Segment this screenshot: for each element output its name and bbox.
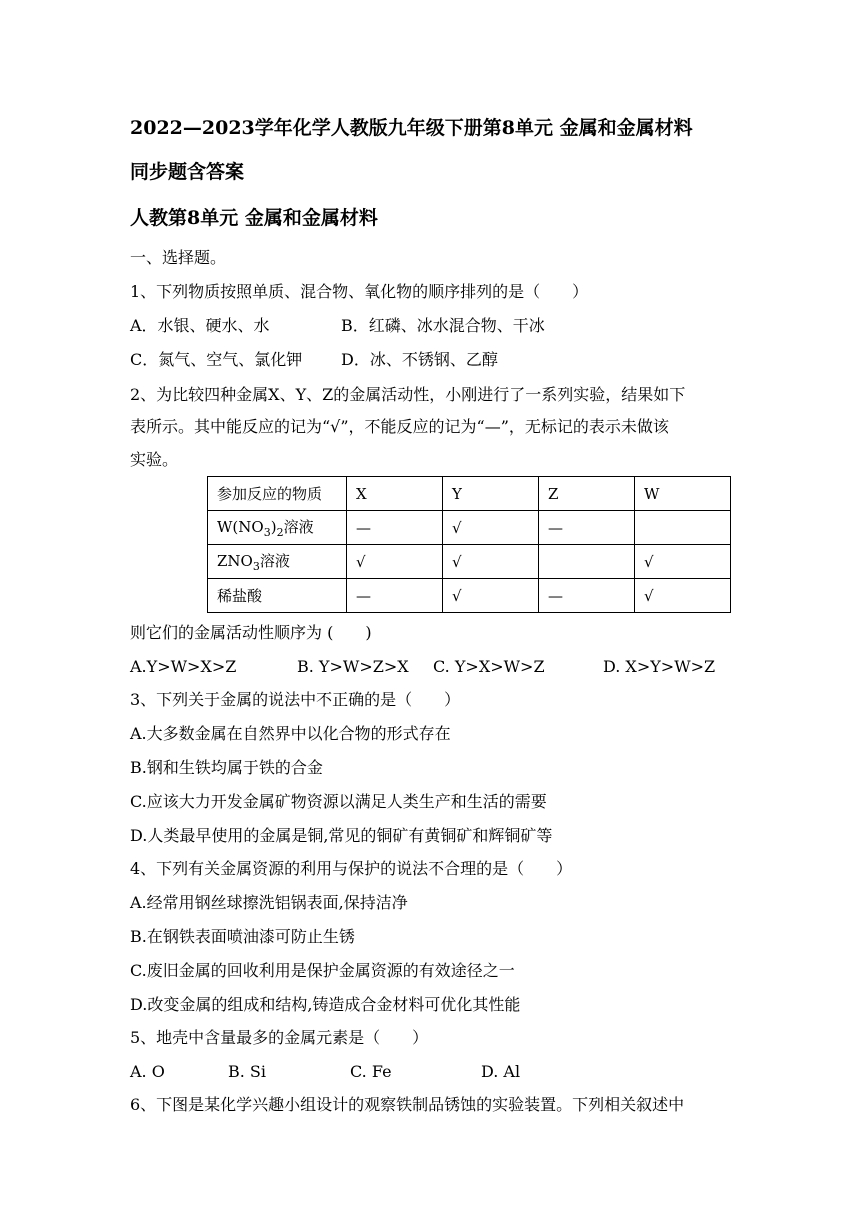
q3-option-c: C.应该大力开发金属矿物资源以满足人类生产和生活的需要	[130, 792, 547, 811]
q2-option-c: C. Y>X>W>Z	[433, 657, 545, 676]
q3-stem: 3、下列关于金属的说法中不正确的是（ ）	[130, 690, 461, 709]
table-cell: √	[635, 579, 731, 613]
table-cell: √	[443, 545, 539, 579]
table-header-cell: Y	[443, 477, 539, 511]
q5-option-c: C. Fe	[350, 1062, 392, 1081]
q4-option-d: D.改变金属的组成和结构,铸造成合金材料可优化其性能	[130, 995, 521, 1014]
table-cell: √	[443, 579, 539, 613]
table-row-label: $ZNO_3$溶液	[208, 545, 347, 579]
table-row-label: 稀盐酸	[208, 579, 347, 613]
q1-option-d: D．冰、不锈钢、乙醇	[341, 350, 498, 369]
q4-option-c: C.废旧金属的回收利用是保护金属资源的有效途径之一	[130, 961, 515, 980]
q3-option-b: B.钢和生铁均属于铁的合金	[130, 758, 323, 777]
q2-stem-line-2: 表所示。其中能反应的记为“√”，不能反应的记为“—”，无标记的表示未做该	[130, 417, 669, 436]
table-row	[208, 545, 731, 579]
q5-option-a: A. O	[130, 1062, 165, 1081]
q4-stem: 4、下列有关金属资源的利用与保护的说法不合理的是（ ）	[130, 859, 573, 878]
q6-stem: 6、下图是某化学兴趣小组设计的观察铁制品锈蚀的实验装置。下列相关叙述中	[130, 1095, 685, 1114]
table-header-cell: Z	[539, 477, 635, 511]
table-cell: √	[443, 511, 539, 545]
q5-option-b: B. Si	[228, 1062, 267, 1081]
q2-stem-line-1: 2、为比较四种金属X、Y、Z的金属活动性，小刚进行了一系列实验，结果如下	[130, 385, 686, 404]
q2-option-a: A.Y>W>X>Z	[130, 657, 237, 676]
table-cell: √	[635, 545, 731, 579]
table-cell: —	[539, 511, 635, 545]
doc-title-line-1: 2022—2023学年化学人教版九年级下册第8单元 金属和金属材料	[130, 117, 693, 139]
table-header-row	[208, 477, 731, 511]
table-row-label: $W(NO_3)_2$溶液	[208, 511, 347, 545]
q1-stem: 1、下列物质按照单质、混合物、氧化物的顺序排列的是（ ）	[130, 282, 589, 301]
doc-title-line-2: 同步题含答案	[130, 161, 245, 183]
table-header-cell: X	[347, 477, 443, 511]
table-cell	[635, 511, 731, 545]
table-cell: —	[347, 579, 443, 613]
q4-option-b: B.在钢铁表面喷油漆可防止生锈	[130, 927, 355, 946]
table-row	[208, 511, 731, 545]
q2-stem-line-3: 实验。	[130, 450, 179, 469]
q4-option-a: A.经常用钢丝球擦洗铝锅表面,保持洁净	[130, 893, 408, 912]
q3-option-a: A.大多数金属在自然界中以化合物的形式存在	[130, 724, 451, 743]
doc-subtitle: 人教第8单元 金属和金属材料	[130, 207, 378, 229]
table-cell	[539, 545, 635, 579]
table-cell: —	[539, 579, 635, 613]
q1-option-a: A．水银、硬水、水	[130, 316, 270, 335]
reaction-table	[207, 476, 731, 613]
table-header-cell: 参加反应的物质	[208, 477, 347, 511]
table-cell: —	[347, 511, 443, 545]
table-row	[208, 579, 731, 613]
q5-stem: 5、地壳中含量最多的金属元素是（ ）	[130, 1028, 429, 1047]
table-header-cell: W	[635, 477, 731, 511]
q2-option-d: D. X>Y>W>Z	[603, 657, 716, 676]
section-heading: 一、选择题。	[130, 248, 227, 267]
q1-option-c: C．氮气、空气、氯化钾	[130, 350, 303, 369]
q1-option-b: B．红磷、冰水混合物、干冰	[341, 316, 545, 335]
q2-option-b: B. Y>W>Z>X	[297, 657, 409, 676]
q2-ask: 则它们的金属活动性顺序为 ( )	[130, 623, 372, 642]
q5-option-d: D. Al	[481, 1062, 521, 1081]
table-cell: √	[347, 545, 443, 579]
q3-option-d: D.人类最早使用的金属是铜,常见的铜矿有黄铜矿和辉铜矿等	[130, 826, 553, 845]
